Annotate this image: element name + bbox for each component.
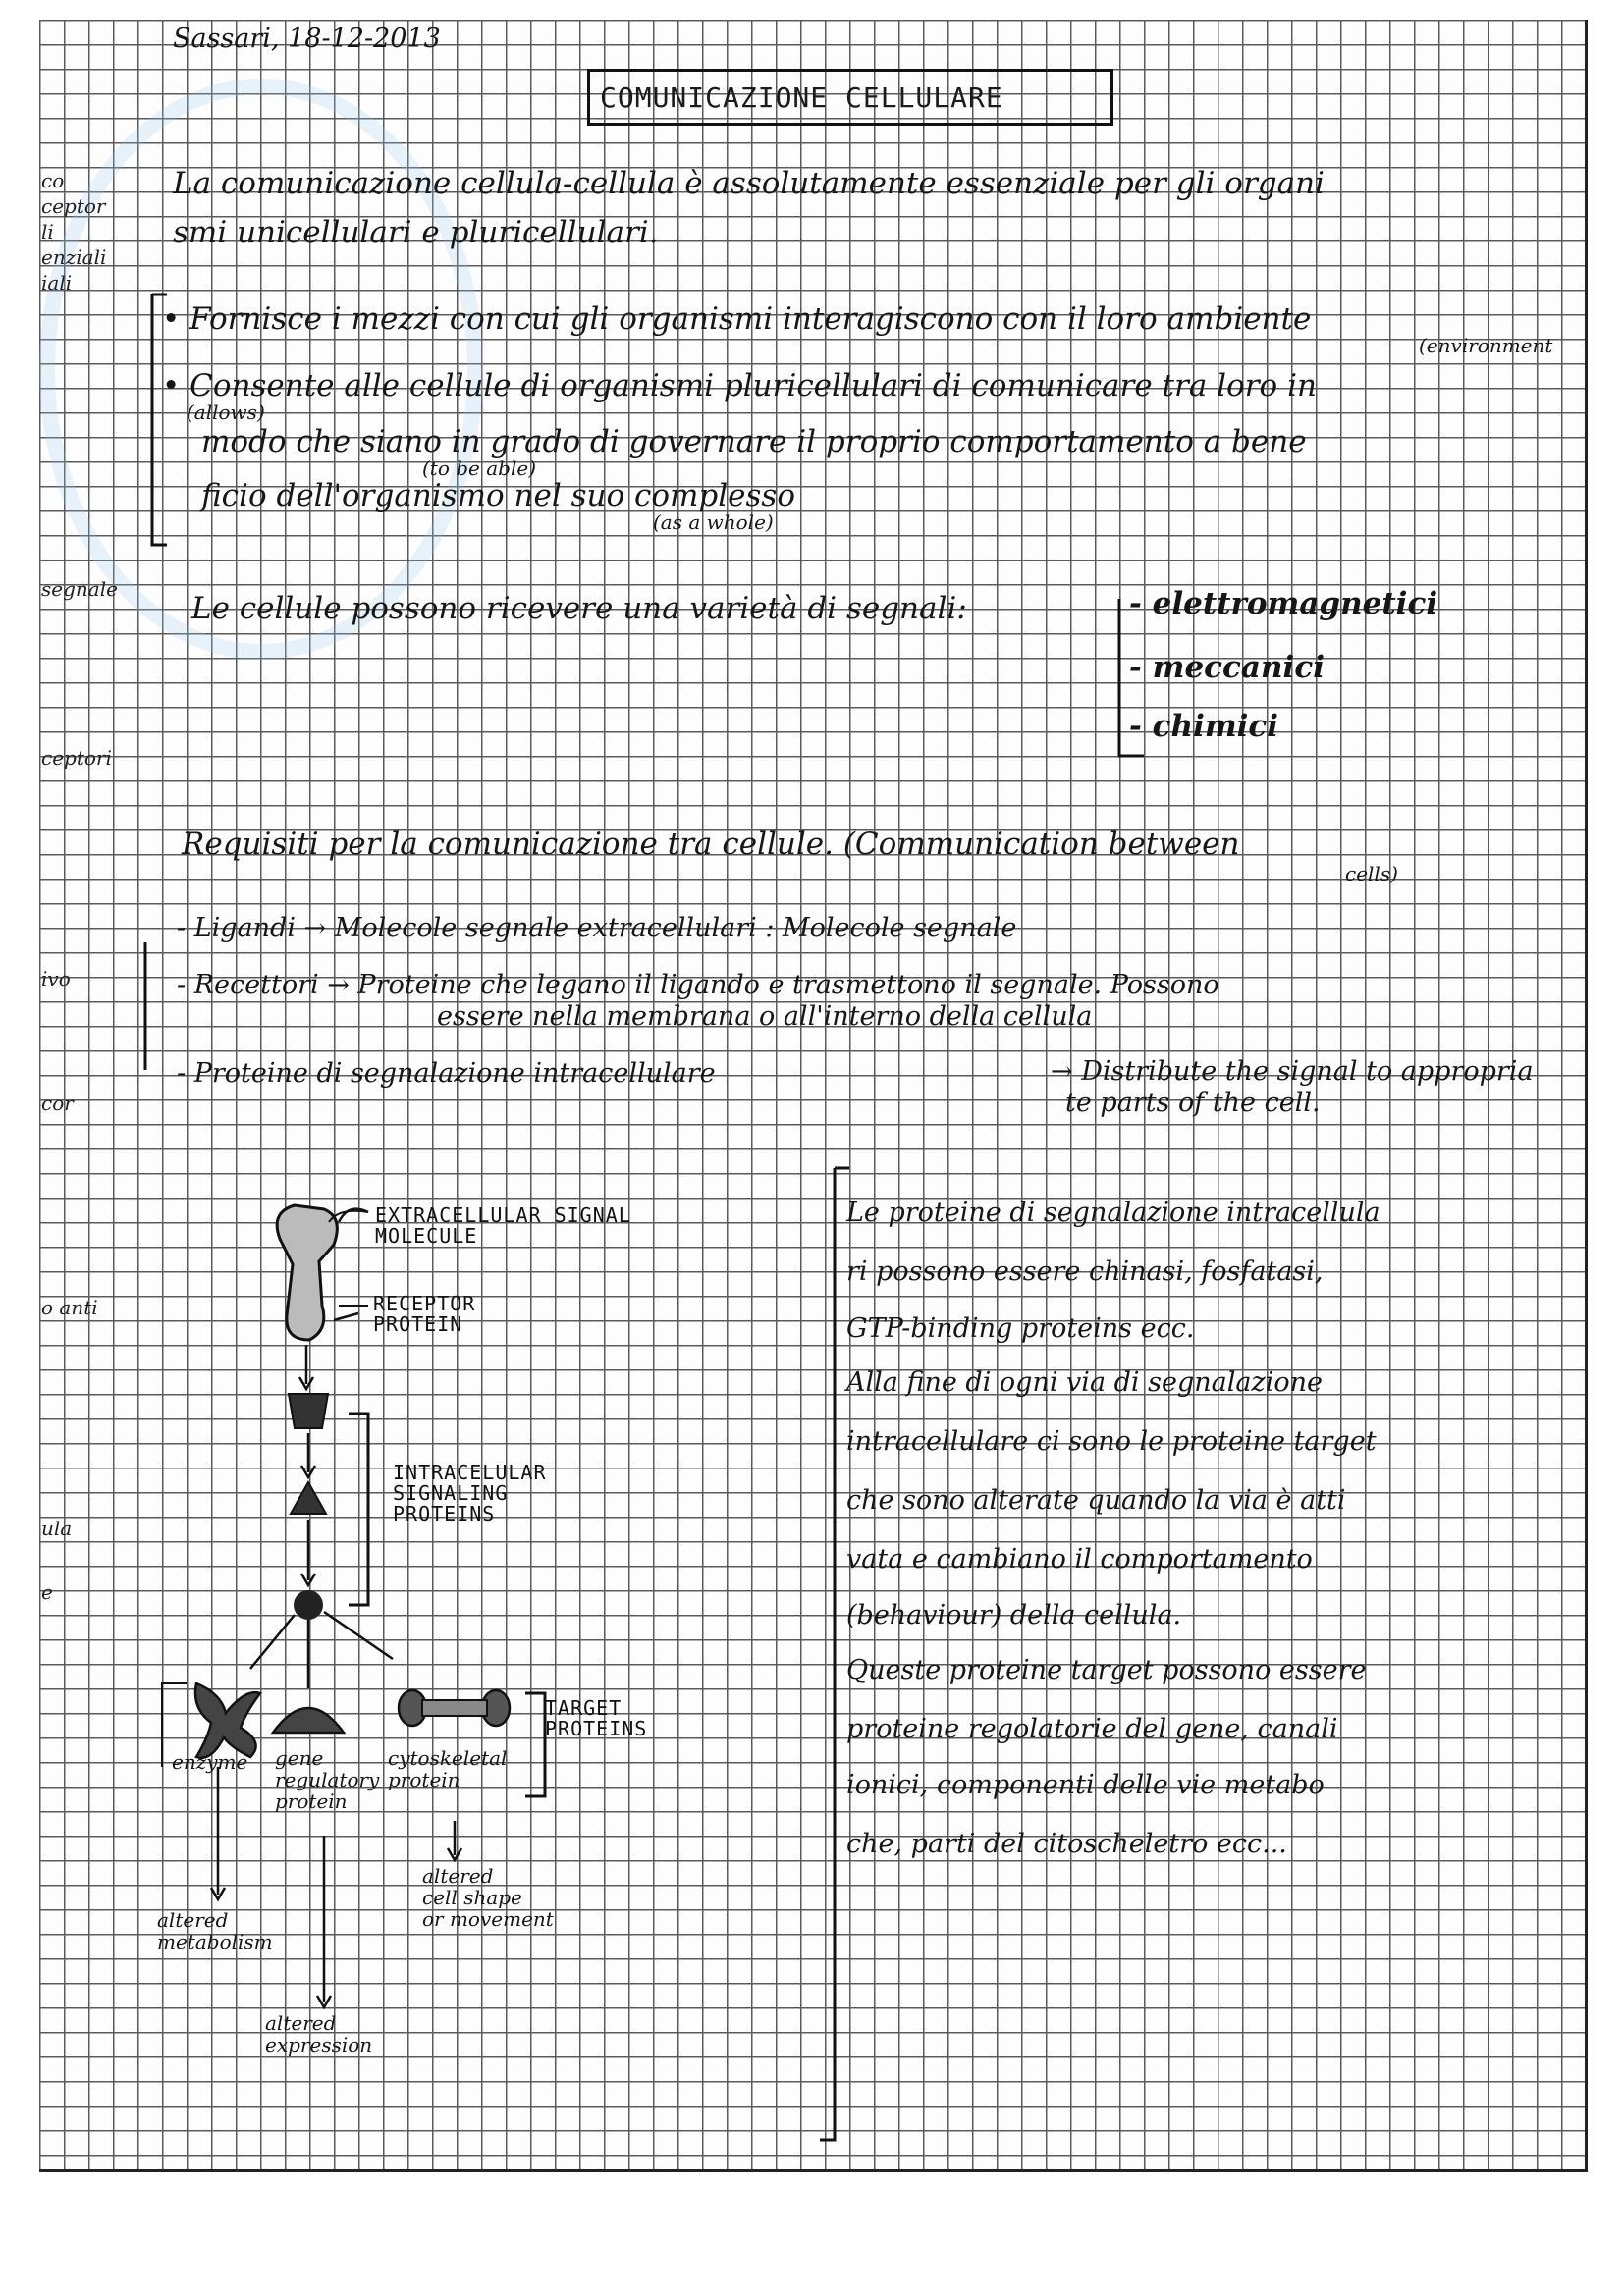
right-text-line: che, parti del citoscheletro ecc... <box>846 1829 1287 1859</box>
bullet-1-note: (environment <box>1419 334 1553 357</box>
bullet-2-line-3: ficio dell'organismo nel suo complesso <box>201 478 795 513</box>
label-intracellular-signaling-proteins: INTRACELULAR SIGNALING PROTEINS <box>393 1461 547 1525</box>
margin-note: iali <box>41 271 73 294</box>
right-text-line: GTP-binding proteins ecc. <box>846 1313 1195 1344</box>
bullet-2-note-1: (allows) <box>187 400 265 424</box>
signal-type: - meccanici <box>1129 650 1325 685</box>
intracellular-signal-2-shape <box>291 1482 326 1514</box>
intracellular-signal-1-shape <box>289 1394 328 1428</box>
right-text-line: vata e cambiano il comportamento <box>846 1544 1313 1575</box>
cytoskeletal-protein-shape <box>422 1700 487 1716</box>
right-text-line: che sono alterate quando la via è atti <box>846 1485 1346 1516</box>
right-text-line: proteine regolatorie del gene, canali <box>846 1714 1338 1744</box>
right-text-line: ionici, componenti delle vie metabo <box>846 1770 1325 1800</box>
bullet-2-note-2: (to be able) <box>422 456 536 480</box>
margin-note: ceptori <box>41 746 112 770</box>
margin-note: ula <box>41 1517 73 1540</box>
margin-note: ivo <box>41 967 71 990</box>
margin-note: enziali <box>41 245 107 269</box>
signal-type: - chimici <box>1129 709 1279 744</box>
label-altered-expression: altered expression <box>265 2011 373 2056</box>
requirement-receptors-1: - Recettori → Proteine che legano il ligando e trasmettono il segnale. Possono <box>177 970 1219 1000</box>
right-text-line: (behaviour) della cellula. <box>846 1600 1182 1630</box>
bullet-2-note-3: (as a whole) <box>653 510 774 534</box>
header-date: Sassari, 18-12-2013 <box>173 24 441 54</box>
requirements-heading-cont: cells) <box>1345 862 1398 885</box>
bullet-1: • Fornisce i mezzi con cui gli organismi interagiscono con il loro ambiente <box>162 301 1312 337</box>
intracellular-signal-3-shape <box>294 1590 323 1620</box>
margin-note: co <box>41 169 65 192</box>
margin-note: e <box>41 1580 53 1604</box>
right-text-line: Alla fine di ogni via di segnalazione <box>846 1367 1323 1398</box>
right-text-line: Le proteine di segnalazione intracellula <box>846 1198 1380 1228</box>
label-extracellular-signal-molecule: EXTRACELLULAR SIGNAL MOLECULE <box>375 1203 631 1248</box>
signal-type: - elettromagnetici <box>1129 586 1438 621</box>
page-title: COMUNICAZIONE CELLULARE <box>600 81 1003 114</box>
margin-note: segnale <box>41 577 118 601</box>
label-altered-metabolism: altered metabolism <box>157 1908 273 1953</box>
right-text-line: Queste proteine target possono essere <box>846 1655 1367 1685</box>
margin-note: o anti <box>41 1296 98 1319</box>
requirement-intracellular-note-1: → Distribute the signal to appropria <box>1051 1056 1534 1087</box>
enzyme-shape <box>195 1683 260 1758</box>
requirements-heading: Requisiti per la comunicazione tra cellule. (Communication between <box>182 827 1240 862</box>
intro-line-2: smi unicellulari e pluricellulari. <box>173 215 659 250</box>
bullet-2-line-1: • Consente alle cellule di organismi pluricellulari di comunicare tra loro in <box>162 368 1317 403</box>
label-cytoskeletal-protein: cytoskeletal protein <box>388 1746 508 1791</box>
requirement-intracellular-note-2: te parts of the cell. <box>1065 1088 1321 1118</box>
gene-regulatory-protein-shape <box>273 1708 344 1733</box>
label-target-proteins: TARGET PROTEINS <box>545 1696 648 1740</box>
requirement-ligands: - Ligandi → Molecole segnale extracellulari : Molecole segnale <box>177 913 1017 943</box>
intro-line-1: La comunicazione cellula-cellula è assolutamente essenziale per gli organi <box>173 166 1325 201</box>
requirement-receptors-2: essere nella membrana o all'interno della cellula <box>437 1001 1093 1032</box>
margin-note: cor <box>41 1092 74 1115</box>
margin-note: ceptor <box>41 194 106 218</box>
label-enzyme: enzyme <box>172 1750 248 1774</box>
label-gene-regulatory-protein: gene regulatory protein <box>275 1746 380 1813</box>
label-receptor-protein: RECEPTOR PROTEIN <box>373 1292 476 1336</box>
signals-intro: Le cellule possono ricevere una varietà di segnali: <box>191 591 967 626</box>
right-text-line: ri possono essere chinasi, fosfatasi, <box>846 1256 1324 1287</box>
label-altered-cell-shape: altered cell shape or movement <box>422 1864 554 1931</box>
receptor-protein-shape <box>277 1205 337 1340</box>
requirement-intracellular: - Proteine di segnalazione intracellulare <box>177 1058 716 1089</box>
margin-note: li <box>41 220 54 243</box>
right-text-line: intracellulare ci sono le proteine target <box>846 1426 1377 1457</box>
bullet-2-line-2: modo che siano in grado di governare il proprio comportamento a bene <box>201 424 1307 459</box>
